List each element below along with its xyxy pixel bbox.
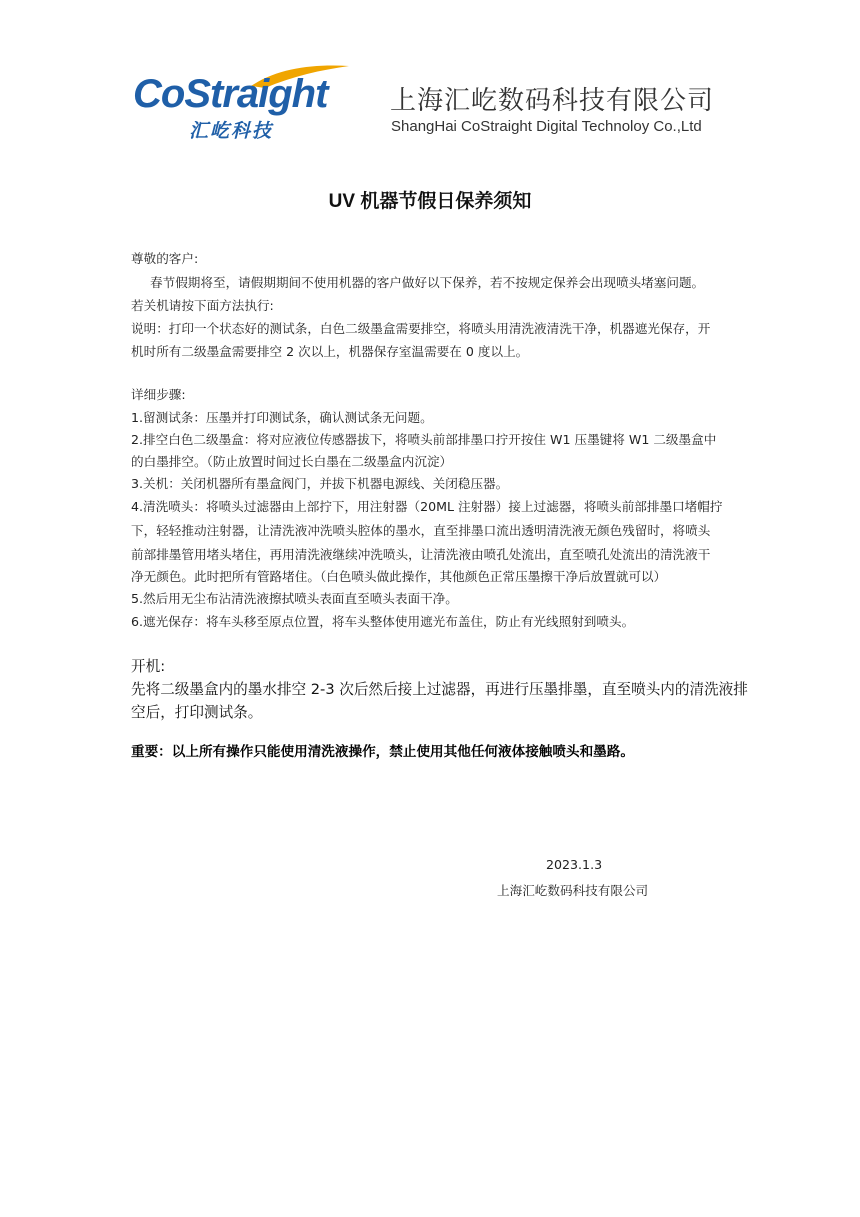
shutdown-heading: 若关机请按下面方法执行: [131,298,274,313]
startup-heading: 开机: [131,658,166,675]
step-item: 6.遮光保存：将车头移至原点位置，将车头整体使用遮光布盖住，防止有光线照射到喷头。 [131,614,635,629]
step-item: 3.关机：关闭机器所有墨盒阀门，并拔下机器电源线、关闭稳压器。 [131,476,509,491]
step-item: 下，轻轻推动注射器，让清洗液冲洗喷头腔体的墨水，直至排墨口流出透明清洗液无颜色残留时，将喷头 [131,523,711,538]
logo-subtitle: 汇屹科技 [189,120,274,142]
explanation-line: 说明：打印一个状态好的测试条，白色二级墨盒需要排空，将喷头用清洗液清洗干净，机器遮光保存，开 [131,321,711,336]
document-date: 2023.1.3 [546,857,603,872]
startup-line: 先将二级墨盒内的墨水排空 2-3 次后然后接上过滤器，再进行压墨排墨，直至喷头内的清洗液排 [131,681,748,698]
document-title: UV 机器节假日保养须知 [328,191,532,212]
greeting: 尊敬的客户: [131,251,199,266]
step-item: 5.然后用无尘布沾清洗液擦拭喷头表面直至喷头表面干净。 [131,591,458,606]
explanation-line: 机时所有二级墨盒需要排空 2 次以上，机器保存室温需要在 0 度以上。 [131,344,529,359]
step-item: 4.清洗喷头：将喷头过滤器由上部拧下，用注射器（20ML 注射器）接上过滤器，将喷头前部排墨口堵帽拧 [131,499,723,514]
company-logo [133,62,348,142]
company-name-cn: 上海汇屹数码科技有限公司 [390,86,715,116]
intro-paragraph: 春节假期将至，请假期期间不使用机器的客户做好以下保养，若不按规定保养会出现喷头堵塞问题。 [150,275,705,290]
step-item: 的白墨排空。（防止放置时间过长白墨在二级墨盒内沉淀） [131,454,453,469]
important-notice: 重要：以上所有操作只能使用清洗液操作，禁止使用其他任何液体接触喷头和墨路。 [131,744,634,760]
step-item: 1.留测试条：压墨并打印测试条，确认测试条无问题。 [131,410,433,425]
signature: 上海汇屹数码科技有限公司 [497,883,649,898]
step-item: 前部排墨管用堵头堵住，再用清洗液继续冲洗喷头，让清洗液由喷孔处流出，直至喷孔处流出的清洗液干 [131,547,711,562]
steps-heading: 详细步骤: [131,387,186,402]
logo-wordmark: CoStraight [133,72,328,116]
step-item: 2.排空白色二级墨盒：将对应液位传感器拔下，将喷头前部排墨口拧开按住 W1 压墨键将 W1 二级墨盒中 [131,432,717,447]
step-item: 净无颜色。此时把所有管路堵住。（白色喷头做此操作，其他颜色正常压墨擦干净后放置就可以） [131,569,667,584]
startup-line: 空后，打印测试条。 [131,704,263,721]
company-name-en: ShangHai CoStraight Digital Technoloy Co.,Ltd [391,118,702,135]
